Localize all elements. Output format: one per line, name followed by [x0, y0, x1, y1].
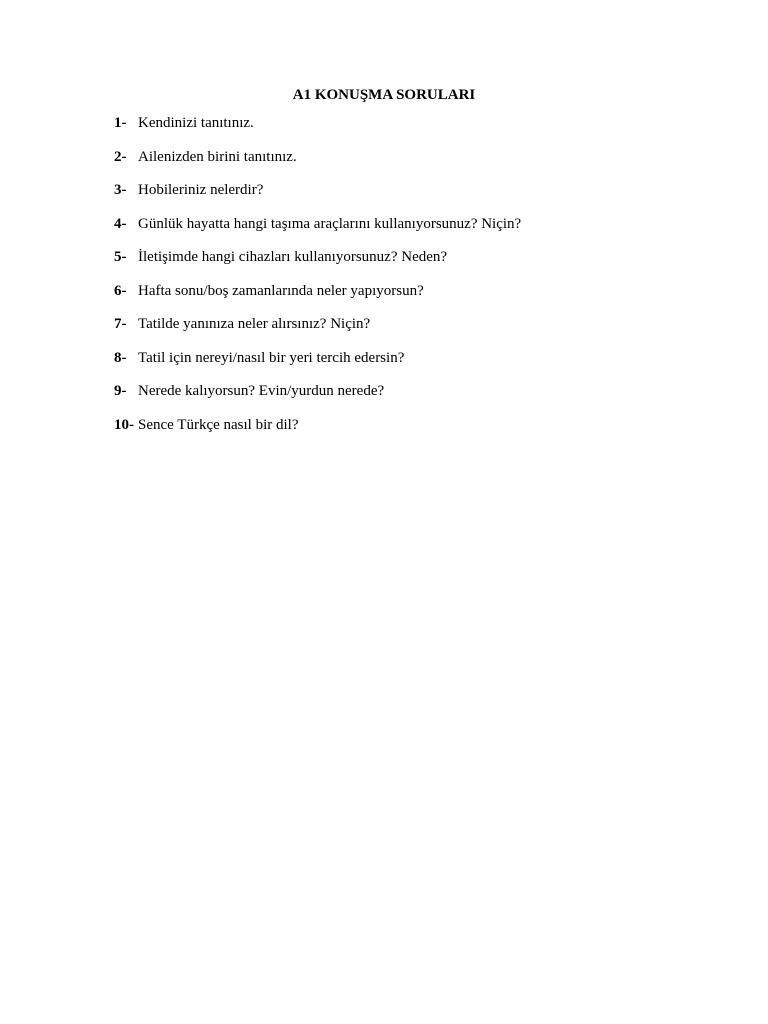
question-item-9 — [114, 382, 674, 416]
question-text: Hobileriniz nelerdir? — [138, 182, 264, 198]
question-item-10 — [114, 416, 674, 450]
question-text: Sence Türkçe nasıl bir dil? — [138, 416, 299, 433]
question-number: 10- — [114, 416, 134, 433]
question-text: Ailenizden birini tanıtınız. — [138, 148, 297, 165]
question-item-8 — [114, 349, 674, 383]
question-item-3 — [114, 181, 674, 215]
question-text: Tatilde yanınıza neler alırsınız? Niçin? — [138, 316, 371, 332]
question-text: Günlük hayatta hangi taşıma araçlarını kullanıyorsunuz? Niçin? — [138, 215, 522, 232]
question-item-2 — [114, 148, 674, 182]
question-number: 3- — [114, 182, 127, 198]
question-text: Nerede kalıyorsun? Evin/yurdun nerede? — [138, 383, 385, 399]
question-number: 4- — [114, 215, 127, 232]
question-item-6 — [114, 282, 674, 316]
document-title: A1 KONUŞMA SORULARI — [292, 87, 476, 103]
question-number: 8- — [114, 349, 127, 366]
question-text: İletişimde hangi cihazları kullanıyorsunuz? Neden? — [138, 249, 448, 265]
question-text: Kendinizi tanıtınız. — [138, 115, 254, 131]
question-item-4 — [114, 215, 674, 249]
question-number: 2- — [114, 148, 127, 165]
question-item-7 — [114, 315, 674, 349]
question-number: 6- — [114, 282, 127, 299]
question-text: Hafta sonu/boş zamanlarında neler yapıyorsun? — [138, 282, 424, 299]
question-text: Tatil için nereyi/nasıl bir yeri tercih edersin? — [138, 349, 405, 366]
question-item-5 — [114, 248, 674, 282]
question-item-1 — [114, 114, 674, 148]
question-number: 1- — [114, 115, 127, 131]
question-list — [114, 114, 674, 449]
question-number: 7- — [114, 316, 127, 332]
question-number: 9- — [114, 383, 127, 399]
question-number: 5- — [114, 249, 127, 265]
